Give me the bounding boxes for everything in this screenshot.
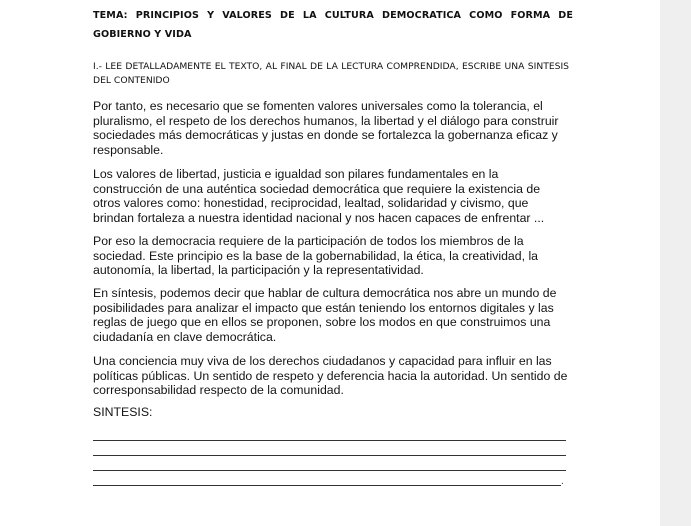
paragraph-1: Por tanto, es necesario que se fomenten valores universales como la tolerancia, el pluralismo, el respeto de los derechos humanos, la libertad y el diálogo para construir sociedades más democráticas y justas en donde se fortalezca la gobernanza eficaz y responsable. [93, 99, 559, 157]
sintesis-label: SINTESIS: [93, 405, 153, 419]
answer-line [93, 440, 566, 441]
end-mark: . [561, 476, 564, 487]
page-gutter [660, 0, 691, 526]
answer-line [93, 470, 566, 471]
paragraph-4: En síntesis, podemos decir que hablar de cultura democrática nos abre un mundo de posibilidades para analizar el impacto que están teniendo los entornos digitales y las reglas de juego que en ellos se proponen, sobre los modos en que construimos una ciudadanía en clave democrática. [93, 286, 557, 344]
paragraph-2: Los valores de libertad, justicia e igualdad son pilares fundamentales en la construcción de una auténtica sociedad democrática que requiere la existencia de otros valores como: honestidad, reciprocidad, lealtad, solidaridad y civismo, que brindan fortaleza a nuestra identidad nacional y nos hacen capaces de enfrentar ... [93, 167, 545, 225]
answer-line [93, 455, 566, 456]
paragraph-5: Una conciencia muy viva de los derechos ciudadanos y capacidad para influir en las políticas públicas. Un sentido de respeto y deferencia hacia la autoridad. Un sentido de corresponsabilidad respecto de la comunidad. [93, 354, 568, 398]
document-title: TEMA: PRINCIPIOS Y VALORES DE LA CULTURA DEMOCRATICA COMO FORMA DE GOBIERNO Y VIDA [93, 10, 573, 40]
paragraph-3: Por eso la democracia requiere de la participación de todos los miembros de la sociedad. Este principio es la base de la gobernabilidad, la ética, la creatividad, la autonomía, la libertad, la participación y la representatividad. [93, 234, 539, 278]
instruction-text: I.- LEE DETALLADAMENTE EL TEXTO, AL FINAL DE LA LECTURA COMPRENDIDA, ESCRIBE UNA SINTESIS DEL CONTENIDO [93, 61, 569, 86]
answer-line [93, 485, 561, 486]
